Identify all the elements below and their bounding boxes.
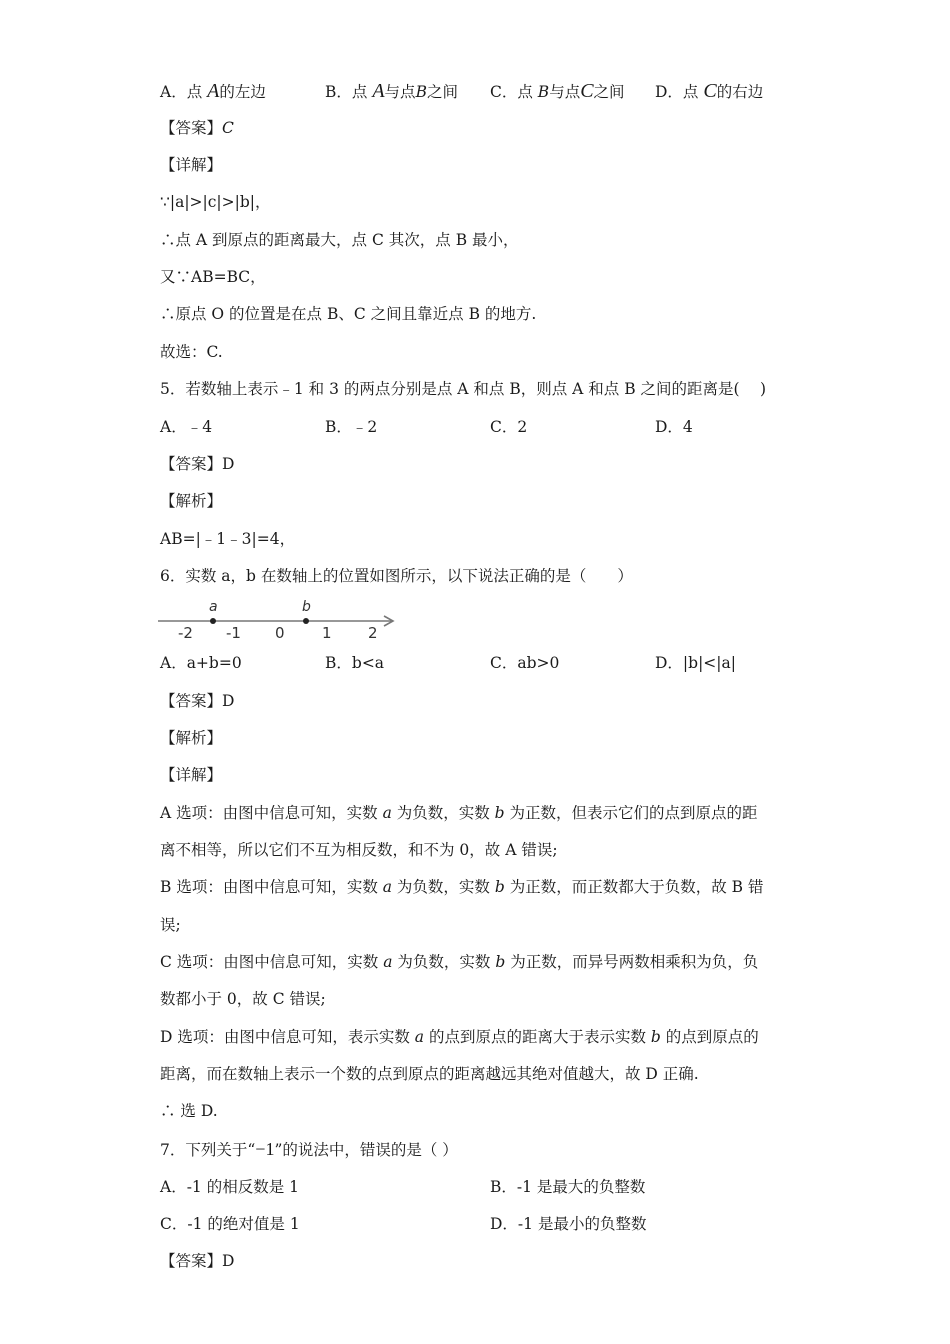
q5-option-c: C．2 [490, 418, 528, 436]
q6-option-a-explanation-cont: 离不相等，所以它们不互为相反数，和不为 0，故 A 错误; [160, 841, 558, 859]
q6-option-b-explanation-cont: 误; [160, 916, 181, 934]
text-run: 为负数，实数 [392, 953, 496, 971]
tick-label: -1 [226, 624, 241, 642]
q7-question [160, 1138, 458, 1161]
q6-option-c: C．ab>0 [490, 654, 560, 672]
math-var: C [703, 80, 717, 102]
math-var: b [494, 878, 505, 896]
text-run: 为正数，而异号两数相乘积为负，负 [505, 953, 759, 971]
tick-label: -2 [178, 624, 193, 642]
text-run: B 选项：由图中信息可知，实数 [160, 878, 383, 896]
q7-answer: 【答案】D [160, 1252, 235, 1270]
q6-detail-label: 【详解】 [160, 766, 223, 784]
text-run: 7．下列关于“ [160, 1141, 256, 1159]
text-run: 为正数，而正数都大于负数，故 B 错 [504, 878, 764, 896]
q4-option-b [325, 80, 458, 103]
math-expression: −1 [255, 1139, 275, 1159]
q6-option-a: A．a+b=0 [160, 654, 242, 672]
option-text: 之间 [593, 83, 625, 101]
option-text: 与点 [384, 83, 416, 101]
option-text: C．点 [490, 83, 538, 101]
text-run: 为正数，但表示它们的点到原点的距 [504, 804, 758, 822]
math-var: a [414, 1028, 425, 1046]
option-text: 与点 [549, 83, 581, 101]
option-text: B．点 [325, 83, 373, 101]
text-run: 的点到原点的距离大于表示实数 [424, 1028, 651, 1046]
q6-question: 6．实数 a，b 在数轴上的位置如图所示，以下说法正确的是（ ） [160, 567, 633, 585]
q6-option-b: B．b<a [325, 654, 385, 672]
number-line-figure [156, 596, 401, 646]
q4-detail-label: 【详解】 [160, 156, 223, 174]
tick-label: 0 [275, 624, 285, 642]
math-var: a [383, 953, 393, 971]
text-run: 为负数，实数 [391, 804, 495, 822]
option-text: A．点 [160, 83, 208, 101]
point-b-label: b [302, 599, 311, 615]
q4-detail-line: ∴原点 O 的位置是在点 B、C 之间且靠近点 B 的地方. [160, 305, 537, 323]
q6-answer: 【答案】D [160, 692, 235, 710]
answer-label: 【答案】 [160, 119, 223, 137]
q6-option-c-explanation [160, 951, 758, 973]
q4-answer [160, 117, 234, 139]
q5-option-a: A．﹣4 [160, 418, 213, 436]
math-var: C [580, 80, 594, 102]
q5-calc: AB=|﹣1﹣3|=4， [160, 530, 296, 548]
q7-option-b: B．-1 是最大的负整数 [490, 1178, 646, 1196]
math-var: b [494, 804, 505, 822]
tick-label: 2 [368, 624, 378, 642]
q7-option-d: D．-1 是最小的负整数 [490, 1215, 647, 1233]
text-run: 为负数，实数 [392, 878, 495, 896]
math-var: B [415, 83, 427, 101]
q4-detail-line: 又∵AB=BC， [160, 268, 266, 286]
math-var: A [207, 80, 220, 102]
point-b [303, 618, 309, 624]
math-var: A [372, 80, 385, 102]
q6-option-c-explanation-cont: 数都小于 0，故 C 错误; [160, 990, 326, 1008]
q4-detail-line: ∵|a|>|c|>|b|， [160, 193, 271, 211]
q4-option-d [655, 80, 763, 103]
q7-option-a: A．-1 的相反数是 1 [160, 1178, 300, 1196]
q4-option-a [160, 80, 266, 103]
text-run: D 选项：由图中信息可知，表示实数 [160, 1028, 415, 1046]
q6-option-d: D．|b|<|a| [655, 654, 736, 672]
point-a [210, 618, 216, 624]
q4-detail-line: ∴点 A 到原点的距离最大，点 C 其次，点 B 最小， [160, 231, 519, 249]
q5-answer: 【答案】D [160, 455, 235, 473]
text-run: ”的说法中，错误的是（ ） [274, 1141, 458, 1159]
math-var: a [382, 878, 392, 896]
q4-option-c [490, 80, 625, 103]
q6-option-d-explanation-cont: 距离，而在数轴上表示一个数的点到原点的距离越远其绝对值越大，故 D 正确. [160, 1065, 699, 1083]
text-run: A 选项：由图中信息可知，实数 [160, 804, 383, 822]
math-var: B [537, 83, 550, 101]
math-var: a [382, 804, 392, 822]
q5-analysis-label: 【解析】 [160, 492, 223, 510]
q6-option-d-explanation [160, 1026, 759, 1048]
q6-option-a-explanation [160, 802, 758, 824]
option-text: D．点 [655, 83, 704, 101]
q6-option-b-explanation [160, 876, 763, 898]
q6-analysis-label: 【解析】 [160, 729, 223, 747]
text-run: C 选项：由图中信息可知，实数 [160, 953, 384, 971]
text-run: 的点到原点的 [660, 1028, 759, 1046]
option-text: 的右边 [716, 83, 764, 101]
q7-option-c: C．-1 的绝对值是 1 [160, 1215, 300, 1233]
answer-value: C [222, 119, 234, 137]
q5-option-d: D．4 [655, 418, 693, 436]
q4-detail-line: 故选：C. [160, 343, 223, 361]
option-text: 之间 [426, 83, 458, 101]
point-a-label: a [209, 599, 218, 615]
q6-conclusion: ∴ 选 D. [160, 1102, 218, 1120]
math-var: b [650, 1028, 661, 1046]
q5-option-b: B．﹣2 [325, 418, 378, 436]
math-var: b [495, 953, 506, 971]
option-text: 的左边 [219, 83, 266, 101]
q5-question: 5．若数轴上表示﹣1 和 3 的两点分别是点 A 和点 B，则点 A 和点 B 之间的距离是( ) [160, 380, 767, 398]
tick-label: 1 [322, 624, 332, 642]
